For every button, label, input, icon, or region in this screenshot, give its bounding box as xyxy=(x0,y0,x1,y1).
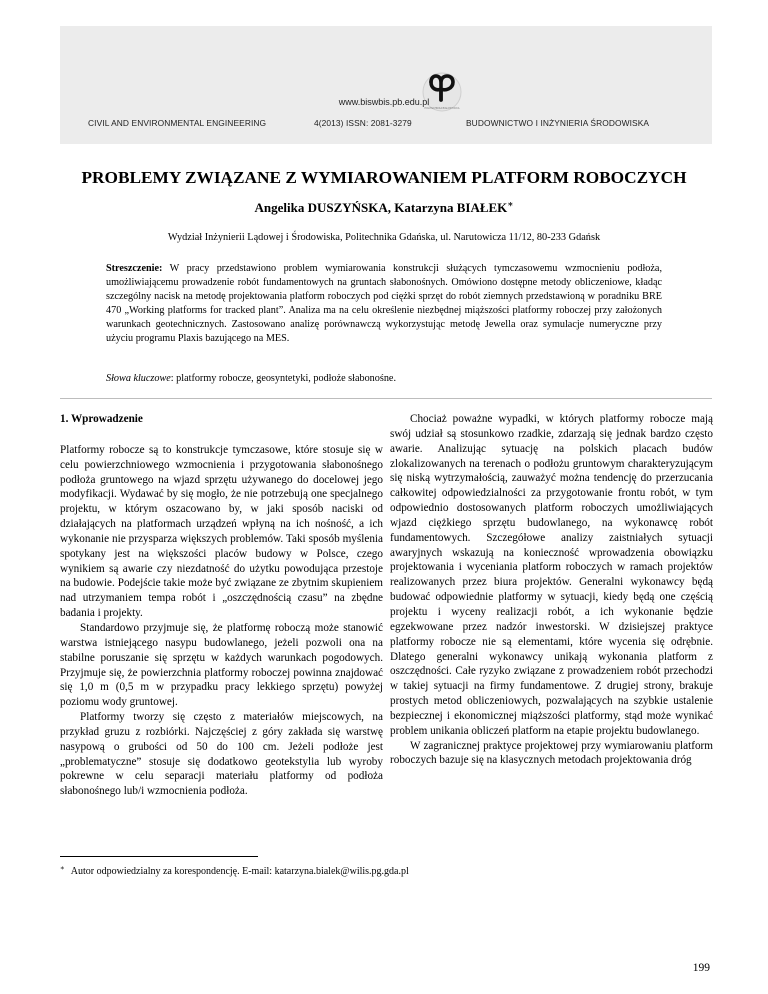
affiliation: Wydział Inżynierii Lądowej i Środowiska, Politechnika Gdańska, ul. Narutowicza 11/12, 80-233 Gdańsk xyxy=(167,232,601,243)
page-number: 199 xyxy=(692,962,710,974)
footnote-text: Autor odpowiedzialny za korespondencję. E-mail: katarzyna.bialek@wilis.pg.gda.pl xyxy=(70,866,409,877)
issue-issn: 4(2013) ISSN: 2081-3279 xyxy=(314,118,412,128)
abstract-text: W pracy przedstawiono problem wymiarowania konstrukcji służących tymczasowemu wzmocnieniu podłoża, umożliwiającemu prowadzenie robót fundamentowych na gruntach słabonośnych. Omówiono dostępne metody obliczeniowe, kładąc szczególny nacisk na metodę projektowania platform roboczych pod ciężki sprzęt do robót ziemnych przedstawioną w poradniku BRE 470 „Working platforms for tracked plant”. Analiza ma na celu określenie niezbędnej miąższości platformy roboczej przy założonych warunkach geotechnicznych. Zastosowano analizę porównawczą wykorzystując metodę Jewella oraz symulacje numeryczne przy użyciu programu Plaxis bazującego na MES. xyxy=(106,263,662,344)
divider xyxy=(60,398,712,399)
keywords-label: Słowa kluczowe xyxy=(106,373,171,384)
footnote xyxy=(60,864,409,877)
abstract-label: Streszczenie: xyxy=(106,263,163,274)
footnote-rule xyxy=(60,856,258,857)
site-url[interactable]: www.biswbis.pb.edu.pl xyxy=(338,97,430,107)
section-heading: 1. Wprowadzenie xyxy=(60,413,143,425)
keywords xyxy=(106,373,662,384)
column-left xyxy=(60,412,383,799)
article-authors xyxy=(40,199,728,216)
paragraph-1: Platformy robocze są to konstrukcje tymczasowe, które stosuje się w celu powierzchniowego wzmocnienia i przygotowania słabonośnego podłoża gruntowego na wjazd sprzętu używanego do docelowej jego modyfikacji. Wydawać by się mogło, że nie potrzebują one specjalnego projektu, w którym oszacowano by, w jaki sposób naciski od działających na platformach urządzeń wpłyną na ich nośność, a ich wykonanie nie przysparza większych problemów. Taki sposób myślenia spotykany jest na większości placów budowy w Polsce, czego wynikiem są awarie czy niezdatność do użytku powodująca przestoje na budowie. Podejście takie może być związane ze zbytnim skupieniem nad utrzymaniem tempa robót i „oszczędnością czasu” na zbędne badania i projekty. xyxy=(60,443,383,620)
author-mark: ∗ xyxy=(507,199,514,209)
journal-name-pl: BUDOWNICTWO I INŻYNIERIA ŚRODOWISKA xyxy=(466,118,650,128)
author-names: Angelika DUSZYŃSKA, Katarzyna BIAŁEK xyxy=(254,200,508,215)
abstract xyxy=(106,262,662,346)
paragraph-3: Platformy tworzy się często z materiałów miejscowych, na przykład gruzu z rozbiórki. Najczęściej z góry zakłada się warstwę nasypową o grubości od 50 do 100 cm. Jeżeli podłoże jest „problematyczne” stosuje się dodatkowo geotekstylia lub wyroby pokrewne w celu separacji materiału platformy od podłoża słabonośnego lub/i wzmocnienia podłoża. xyxy=(60,711,383,798)
article-title: PROBLEMY ZWIĄZANE Z WYMIAROWANIEM PLATFORM ROBOCZYCH xyxy=(81,168,687,187)
paragraph-2: Standardowo przyjmuje się, że platformę roboczą może stanowić warstwa istniejącego nasypu budowlanego, jeżeli pozwoli ona na stabilne poruszanie się sprzętu w każdych warunkach pogodowych. Przyjmuje się, że powierzchnia platformy roboczej powinna znajdować się 1,0 m (0,5 m w przypadku pracy lekkiego sprzętu) powyżej poziomu wody gruntowej. xyxy=(60,621,383,709)
keywords-text: : platformy robocze, geosyntetyki, podłoże słabonośne. xyxy=(170,373,396,384)
logo-ring-text: POLITECHNIKA BIAŁOSTOCKA xyxy=(424,107,460,110)
journal-name-en: CIVIL AND ENVIRONMENTAL ENGINEERING xyxy=(88,118,267,128)
paragraph-4: Chociaż poważne wypadki, w których platformy robocze mają swój udział są stosunkowo rzadkie, zdarzają się jednak bardzo często awarie. Analizując sytuację na polskich placach budów zlokalizowanych na terenach o podłożu gruntowym charakteryzującym się niską wytrzymałością, zauważyć można tendencję do przerzucania całkowitej odpowiedzialności za przygotowanie frontu robót, w tym odpowiednio dostosowanych platform roboczych umożliwiających wjazd ciężkiego sprzętu budowlanego, na wykonawcę robót fundamentowych. Szczegółowe analizy zaistniałych sytuacji awaryjnych wskazują na konieczność wprowadzenia obowiązku projektowania i wyceniania platform roboczych w ramach projektów realizowanych przez biura projektów. Generalni wykonawcy będą budować odpowiednie platformy w sytuacji, kiedy będą one częścią projektu i wyceny realizacji robót, a ich wykonanie będzie egzekwowane przez nadzór inwestorski. W dzisiejszej praktyce platformy robocze nie są elementami, które wycenia się odrębnie. Dlatego generalni wykonawcy unikają wykonania platform z oszczędności. Całe ryzyko związane z prowadzeniem robót przechodzi w takiej sytuacji na firmy fundamentowe. Z drugiej strony, brakuje prostych metod obliczeniowych, pozwalających na szybkie ustalenie bezpiecznej i ekonomicznej miąższości platformy, stąd może wynikać problem unikania obliczeń platform na etapie projektu budowlanego. xyxy=(390,413,713,737)
footnote-mark: ∗ xyxy=(60,864,65,872)
paragraph-5: W zagranicznej praktyce projektowej przy wymiarowaniu platform roboczych bazuje się na klasycznych metodach projektowania dróg xyxy=(390,739,713,767)
column-right xyxy=(390,412,713,768)
